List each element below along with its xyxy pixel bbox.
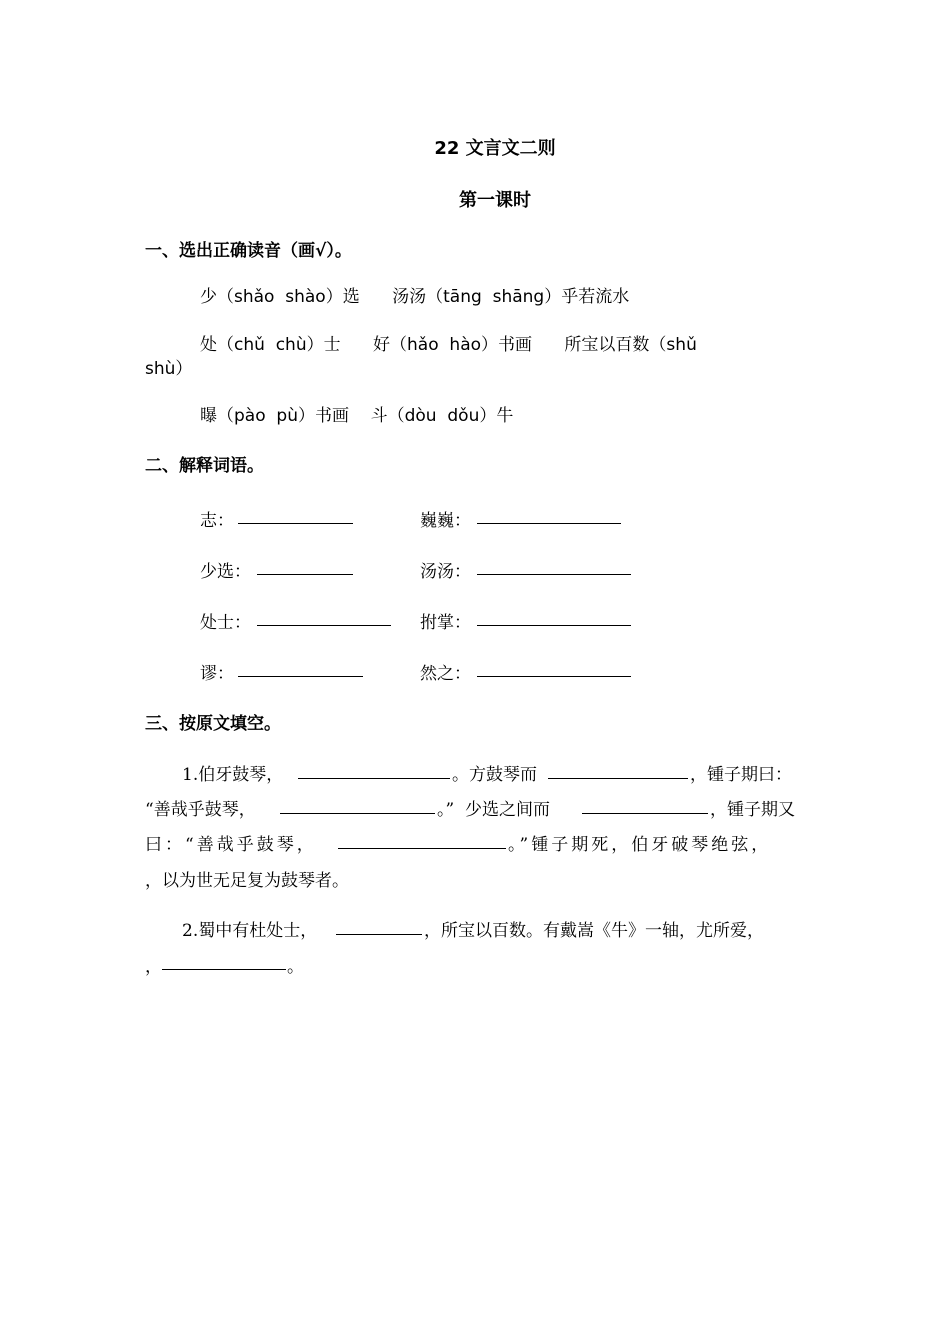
q1-text: 1.伯牙鼓琴， xyxy=(182,765,284,785)
answer-blank[interactable] xyxy=(477,625,631,626)
term-label: 然之： xyxy=(420,664,471,684)
section3-heading: 三、按原文填空。 xyxy=(145,714,281,734)
page-subtitle: 第一课时 xyxy=(459,190,531,211)
q1-text: “善哉乎鼓琴， xyxy=(145,800,256,820)
q1-text: 曰：“善哉乎鼓琴， xyxy=(145,835,317,855)
term-label: 志： xyxy=(200,511,234,531)
fill-blank[interactable] xyxy=(298,778,450,779)
section1-heading: 一、选出正确读音（画√）。 xyxy=(145,241,352,261)
q1-text: ，锺子期又 xyxy=(710,800,795,820)
section2-heading: 二、解释词语。 xyxy=(145,456,264,476)
fill-blank[interactable] xyxy=(338,848,506,849)
q1-text: 。” 少选之间而 xyxy=(437,800,550,820)
answer-blank[interactable] xyxy=(477,676,631,677)
q1-text: ，锺子期曰： xyxy=(690,765,792,785)
answer-blank[interactable] xyxy=(238,676,363,677)
answer-blank[interactable] xyxy=(257,625,391,626)
q2-text: ，所宝以百数。有戴嵩《牛》一轴，尤所爱， xyxy=(424,921,764,941)
q2-text: 2.蜀中有杜处士， xyxy=(182,921,318,941)
q1-text: 。”锺子期死，伯牙破琴绝弦， xyxy=(508,835,772,855)
fill-blank[interactable] xyxy=(548,778,688,779)
fill-blank[interactable] xyxy=(582,813,708,814)
pinyin-row-1: 少（shǎo shào）选 汤汤（tāng shāng）乎若流水 xyxy=(200,287,630,307)
q1-text: 。方鼓琴而 xyxy=(452,765,537,785)
q2-text: ， xyxy=(145,957,162,977)
q2-text: 。 xyxy=(287,957,304,977)
q1-text: ，以为世无足复为鼓琴者。 xyxy=(145,871,349,891)
term-label: 处士： xyxy=(200,613,251,633)
term-label: 巍巍： xyxy=(420,511,471,531)
term-label: 少选： xyxy=(200,562,251,582)
answer-blank[interactable] xyxy=(477,574,631,575)
term-label: 拊掌： xyxy=(420,613,471,633)
answer-blank[interactable] xyxy=(257,574,353,575)
term-label: 汤汤： xyxy=(420,562,471,582)
pinyin-row-3: 曝（pào pù）书画 斗（dòu dǒu）牛 xyxy=(200,406,514,426)
pinyin-row-2: 处（chǔ chù）士 好（hǎo hào）书画 所宝以百数（shǔ xyxy=(200,335,697,355)
page-title: 22 文言文二则 xyxy=(434,138,556,159)
pinyin-row-2-cont: shù） xyxy=(145,359,193,379)
fill-blank[interactable] xyxy=(162,969,286,970)
fill-blank[interactable] xyxy=(280,813,435,814)
answer-blank[interactable] xyxy=(477,523,621,524)
fill-blank[interactable] xyxy=(336,934,422,935)
term-label: 谬： xyxy=(200,664,234,684)
answer-blank[interactable] xyxy=(238,523,353,524)
